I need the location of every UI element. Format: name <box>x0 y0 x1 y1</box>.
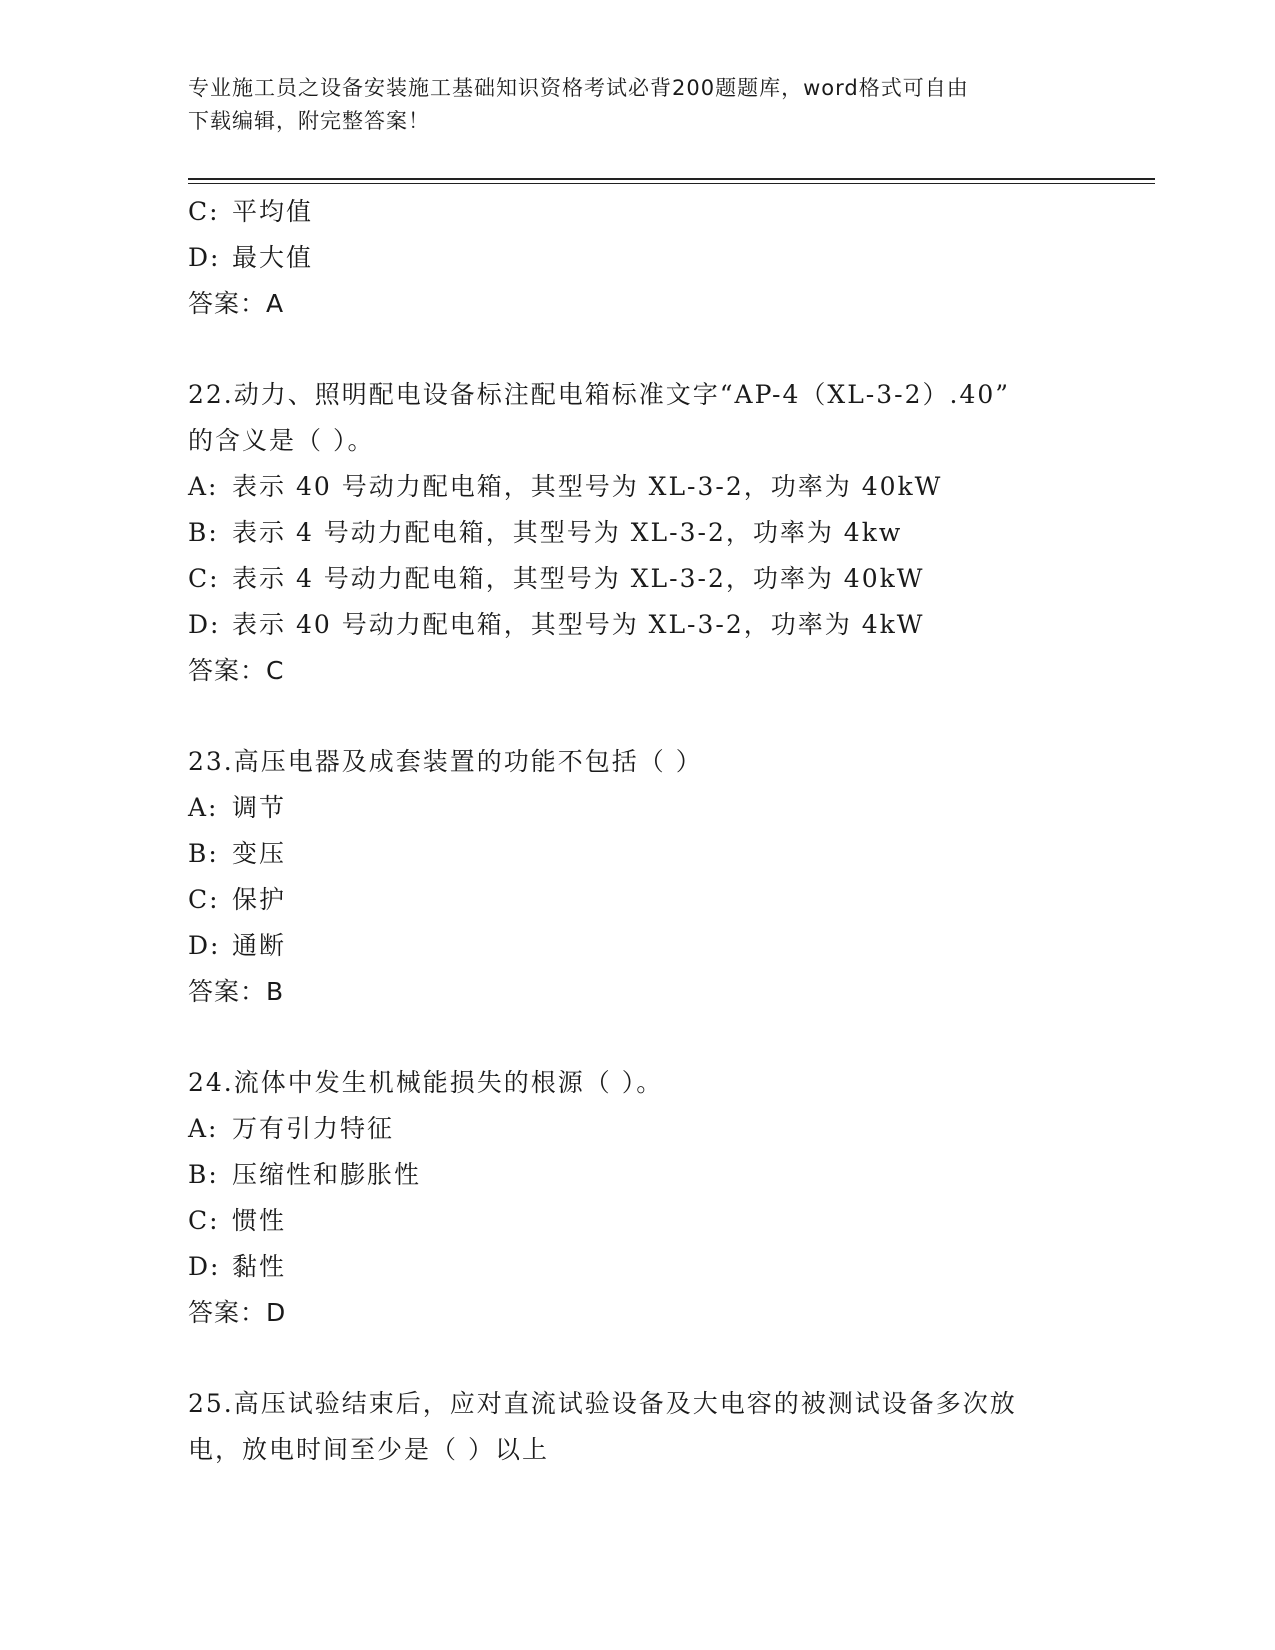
answer-line: 答案：C <box>188 656 285 685</box>
option-letter: B: <box>188 518 219 547</box>
spacer <box>188 327 1088 372</box>
option-text: 万有引力特征 <box>232 1114 395 1143</box>
option-letter: D: <box>188 243 221 272</box>
option-text: 通断 <box>232 931 287 960</box>
option-row <box>188 877 1088 923</box>
option-letter: C: <box>188 885 220 914</box>
question-text-line: 24.流体中发生机械能损失的根源（ ）。 <box>188 1068 664 1097</box>
option-letter: C: <box>188 197 220 226</box>
option-text: 惯性 <box>232 1206 287 1235</box>
header-line-1: 专业施工员之设备安装施工基础知识资格考试必背200题题库，word格式可自由 <box>188 76 969 100</box>
option-row <box>188 1152 1088 1198</box>
option-letter: A: <box>188 793 219 822</box>
option-row <box>188 602 1088 648</box>
option-text: 保护 <box>232 885 287 914</box>
header-divider-thick <box>188 178 1155 180</box>
option-row <box>188 785 1088 831</box>
option-row <box>188 235 1088 281</box>
spacer <box>188 694 1088 739</box>
spacer <box>188 1336 1088 1381</box>
option-text: 最大值 <box>232 243 314 272</box>
question-text-line: 的含义是（ ）。 <box>188 426 375 455</box>
option-text: 变压 <box>232 839 287 868</box>
option-row <box>188 831 1088 877</box>
option-letter: B: <box>188 1160 219 1189</box>
option-letter: B: <box>188 839 219 868</box>
option-row <box>188 1244 1088 1290</box>
option-row <box>188 556 1088 602</box>
option-text: 黏性 <box>232 1252 287 1281</box>
answer-line: 答案：A <box>188 289 285 318</box>
option-row <box>188 1198 1088 1244</box>
question-text-line: 电，放电时间至少是（ ）以上 <box>188 1435 549 1464</box>
question-text-line: 22.动力、照明配电设备标注配电箱标准文字“AP-4（XL-3-2）.40” <box>188 380 1011 409</box>
option-row <box>188 189 1088 235</box>
option-letter: D: <box>188 610 221 639</box>
question-22 <box>188 372 1088 694</box>
option-letter: C: <box>188 1206 220 1235</box>
option-row <box>188 464 1088 510</box>
question-content <box>188 189 1088 1473</box>
option-text: 表示 4 号动力配电箱，其型号为 XL-3-2，功率为 40kW <box>232 564 925 593</box>
page-header <box>188 72 1088 138</box>
option-text: 表示 4 号动力配电箱，其型号为 XL-3-2，功率为 4kw <box>232 518 903 547</box>
option-text: 调节 <box>232 793 287 822</box>
option-letter: A: <box>188 472 219 501</box>
question-text-line: 25.高压试验结束后，应对直流试验设备及大电容的被测试设备多次放 <box>188 1389 1017 1418</box>
option-text: 平均值 <box>232 197 314 226</box>
question-23 <box>188 739 1088 1015</box>
option-row <box>188 510 1088 556</box>
option-row <box>188 923 1088 969</box>
question-text-line: 23.高压电器及成套装置的功能不包括（ ） <box>188 747 703 776</box>
option-row <box>188 1106 1088 1152</box>
option-letter: A: <box>188 1114 219 1143</box>
option-text: 压缩性和膨胀性 <box>232 1160 422 1189</box>
option-letter: D: <box>188 931 221 960</box>
question-25 <box>188 1381 1088 1473</box>
option-letter: D: <box>188 1252 221 1281</box>
previous-question-tail <box>188 189 1088 327</box>
option-text: 表示 40 号动力配电箱，其型号为 XL-3-2，功率为 40kW <box>232 472 943 501</box>
answer-line: 答案：D <box>188 1298 287 1327</box>
option-letter: C: <box>188 564 220 593</box>
answer-line: 答案：B <box>188 977 285 1006</box>
header-line-2: 下载编辑，附完整答案！ <box>188 109 430 133</box>
question-24 <box>188 1060 1088 1336</box>
spacer <box>188 1015 1088 1060</box>
option-text: 表示 40 号动力配电箱，其型号为 XL-3-2，功率为 4kW <box>232 610 925 639</box>
header-divider-thin <box>188 183 1155 184</box>
